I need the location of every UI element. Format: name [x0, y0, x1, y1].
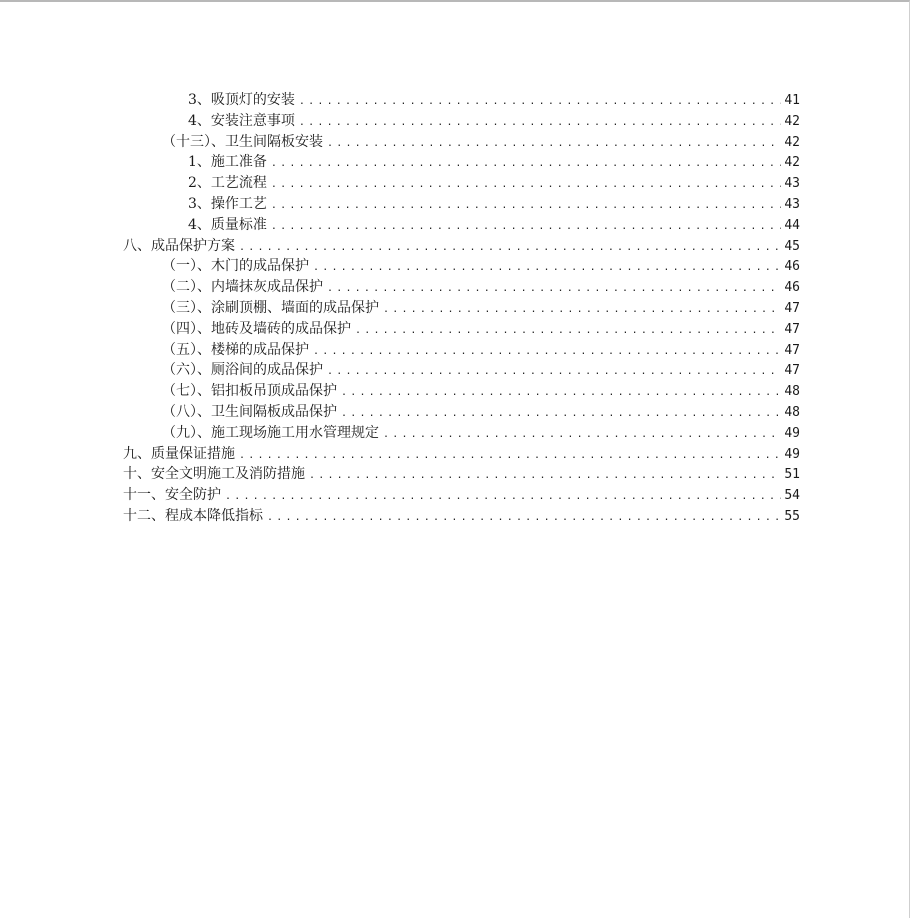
toc-entry[interactable]: [0, 319, 910, 340]
toc-dot-leader: [239, 446, 781, 467]
toc-page-number: 42: [784, 113, 800, 129]
toc-entry[interactable]: [0, 506, 910, 527]
toc-page-number: 49: [784, 446, 800, 462]
toc-page-number: 44: [784, 217, 800, 233]
toc-entry[interactable]: [0, 236, 910, 257]
toc-entry-label: 九、质量保证措施: [123, 445, 235, 462]
toc-entry[interactable]: [0, 423, 910, 444]
toc-dot-leader: [313, 258, 781, 279]
toc-entry[interactable]: [0, 464, 910, 485]
toc-dot-leader: [327, 134, 781, 155]
toc-page-number: 47: [784, 363, 800, 379]
toc-dot-leader: [271, 154, 781, 175]
toc-entry[interactable]: [0, 277, 910, 298]
toc-entry-label: （五）、楼梯的成品保护: [162, 341, 309, 358]
table-of-contents: [0, 90, 910, 527]
toc-page-number: 42: [784, 155, 800, 171]
toc-dot-leader: [327, 279, 781, 300]
toc-dot-leader: [341, 404, 781, 425]
toc-entry-label: 4、安装注意事项: [188, 112, 295, 129]
toc-entry-label: 十一、安全防护: [123, 487, 221, 504]
toc-dot-leader: [299, 113, 781, 134]
toc-entry-label: （一）、木门的成品保护: [162, 258, 309, 275]
toc-page-number: 47: [784, 300, 800, 316]
toc-entry[interactable]: [0, 152, 910, 173]
toc-entry-label: （三）、涂刷顶棚、墙面的成品保护: [162, 299, 379, 316]
toc-entry-label: 3、吸顶灯的安装: [188, 92, 295, 108]
toc-dot-leader: [239, 238, 781, 259]
toc-page-number: 48: [784, 384, 800, 400]
toc-entry-label: （九）、施工现场施工用水管理规定: [162, 424, 379, 441]
toc-dot-leader: [271, 217, 781, 238]
toc-entry[interactable]: [0, 402, 910, 423]
toc-dot-leader: [341, 383, 781, 404]
toc-dot-leader: [271, 175, 781, 196]
toc-page-number: 43: [784, 196, 800, 212]
toc-dot-leader: [383, 425, 781, 446]
toc-dot-leader: [313, 342, 781, 363]
toc-page-number: 45: [784, 238, 800, 254]
toc-dot-leader: [267, 508, 781, 529]
toc-page-number: 46: [784, 280, 800, 296]
toc-entry-label: （二）、内墙抹灰成品保护: [162, 279, 323, 296]
toc-entry-label: （八）、卫生间隔板成品保护: [162, 403, 337, 420]
toc-entry-label: （十三）、卫生间隔板安装: [162, 133, 323, 150]
toc-entry-label: 2、工艺流程: [188, 175, 267, 192]
toc-dot-leader: [383, 300, 781, 321]
toc-entry-label: 1、施工准备: [188, 154, 267, 171]
toc-entry[interactable]: [0, 298, 910, 319]
toc-page-number: 42: [784, 134, 800, 150]
toc-page-number: 41: [784, 93, 800, 108]
toc-entry-label: 4、质量标准: [188, 216, 267, 233]
toc-entry-label: 3、操作工艺: [188, 195, 267, 212]
toc-entry-label: （四）、地砖及墙砖的成品保护: [162, 320, 351, 337]
toc-entry[interactable]: [0, 111, 910, 132]
toc-dot-leader: [271, 196, 781, 217]
toc-page-number: 43: [784, 176, 800, 192]
toc-page-number: 48: [784, 404, 800, 420]
toc-entry[interactable]: [0, 485, 910, 506]
toc-dot-leader: [309, 466, 781, 487]
toc-dot-leader: [299, 92, 781, 113]
toc-entry[interactable]: [0, 194, 910, 215]
toc-page-number: 55: [784, 508, 800, 524]
toc-entry-label: （七）、铝扣板吊顶成品保护: [162, 383, 337, 400]
toc-page-number: 54: [784, 488, 800, 504]
toc-entry[interactable]: [0, 444, 910, 465]
toc-entry[interactable]: [0, 215, 910, 236]
toc-page-number: 47: [784, 321, 800, 337]
toc-page-number: 47: [784, 342, 800, 358]
toc-entry[interactable]: [0, 381, 910, 402]
toc-entry[interactable]: [0, 90, 910, 111]
toc-entry[interactable]: [0, 340, 910, 361]
toc-dot-leader: [225, 487, 781, 508]
toc-entry-label: 十、安全文明施工及消防措施: [123, 466, 305, 483]
toc-entry-label: 十二、程成本降低指标: [123, 507, 263, 524]
toc-page-number: 49: [784, 425, 800, 441]
toc-entry[interactable]: [0, 173, 910, 194]
toc-entry-label: （六）、厕浴间的成品保护: [162, 362, 323, 379]
toc-page-number: 51: [784, 467, 800, 483]
toc-page-number: 46: [784, 259, 800, 275]
toc-dot-leader: [355, 321, 781, 342]
toc-dot-leader: [327, 362, 781, 383]
toc-entry[interactable]: [0, 132, 910, 153]
toc-entry-label: 八、成品保护方案: [123, 237, 235, 254]
toc-entry[interactable]: [0, 360, 910, 381]
toc-entry[interactable]: [0, 256, 910, 277]
